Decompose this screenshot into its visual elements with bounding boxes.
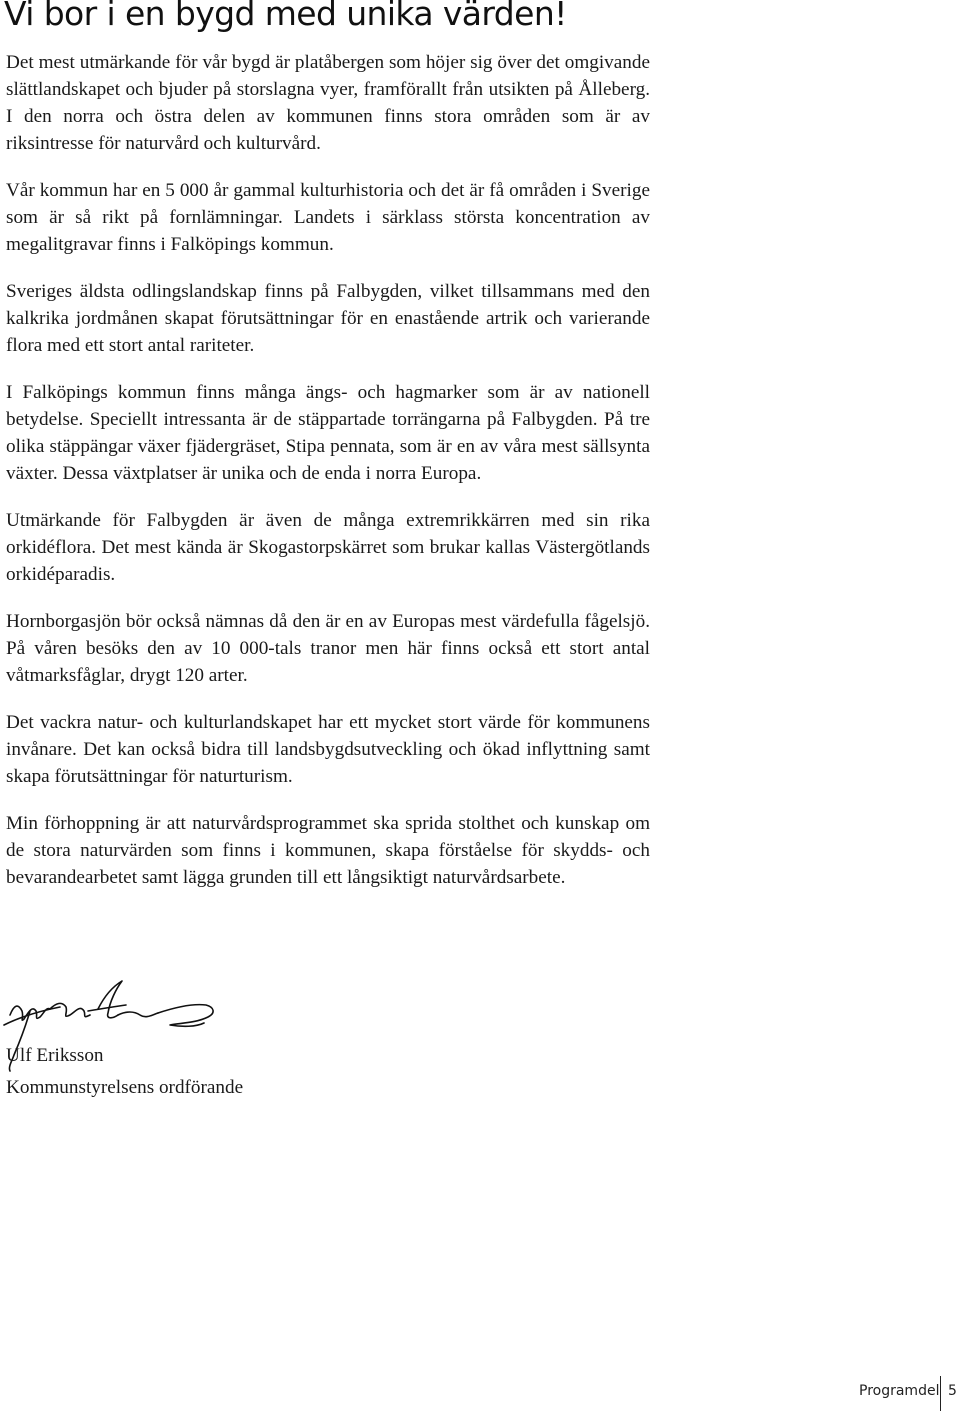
paragraph-meadows: I Falköpings kommun finns många ängs- och hagmarker som är av nationell betydelse. Speciellt intressanta är de stäppartade torrängarna på Falbygden. På tre olika stäppängar växer fjädergräset, Stipa pennata, som är en av våra mest sällsynta växter. Dessa växtplatser är unika och de enda i norra Europa. xyxy=(6,382,650,484)
paragraph-hornborgasjon: Hornborgasjön bör också nämnas då den är en av Europas mest värdefulla fågelsjö. På våren besöks den av 10 000-tals tranor men här finns också ett stort antal våtmarksfåglar, drygt 120 arter. xyxy=(6,611,650,686)
paragraph-cultivation: Sveriges äldsta odlingslandskap finns på Falbygden, vilket tillsammans med den kalkrika jordmånen skapat förutsättningar för en enastående artrik och varierande flora med ett stort antal rariteter. xyxy=(6,281,650,356)
paragraph-cultural-history: Vår kommun har en 5 000 år gammal kulturhistoria och det är få områden i Sverige som är så rikt på fornlämningar. Landets i särklass största koncentration av megalitgravar finns i Falköpings kommun. xyxy=(6,180,650,255)
signer-name: Ulf Eriksson xyxy=(6,1045,104,1066)
footer-divider xyxy=(940,1376,941,1411)
footer-section-label: Programdel xyxy=(859,1383,940,1399)
page-number: 5 xyxy=(948,1383,957,1399)
body-text xyxy=(6,49,650,911)
paragraph-fens: Utmärkande för Falbygden är även de många extremrikkärren med sin rika orkidéflora. Det mest kända är Skogastorpskärret som brukar kallas Västergötlands orkidéparadis. xyxy=(6,510,650,585)
paragraph-value: Det vackra natur- och kulturlandskapet har ett mycket stort värde för kommunens invånare. Det kan också bidra till landsbygdsutveckling och ökad inflyttning samt skapa förutsättningar för naturturism. xyxy=(6,712,650,787)
signer-title: Kommunstyrelsens ordförande xyxy=(6,1077,244,1098)
paragraph-landscape: Det mest utmärkande för vår bygd är platåbergen som höjer sig över det omgivande slättlandskapet och bjuder på storslagna vyer, framförallt från utsikten på Ålleberg. I den norra och östra delen av kommunen finns stora områden som är av riksintresse för naturvård och kulturvård. xyxy=(6,52,650,154)
paragraph-hope: Min förhoppning är att naturvårdsprogrammet ska sprida stolthet och kunskap om de stora naturvärden som finns i kommunen, skapa förståelse för skydds- och bevarandearbetet samt lägga grunden till ett långsiktigt naturvårdsarbete. xyxy=(6,813,650,888)
page-title: Vi bor i en bygd med unika värden! xyxy=(4,0,567,33)
